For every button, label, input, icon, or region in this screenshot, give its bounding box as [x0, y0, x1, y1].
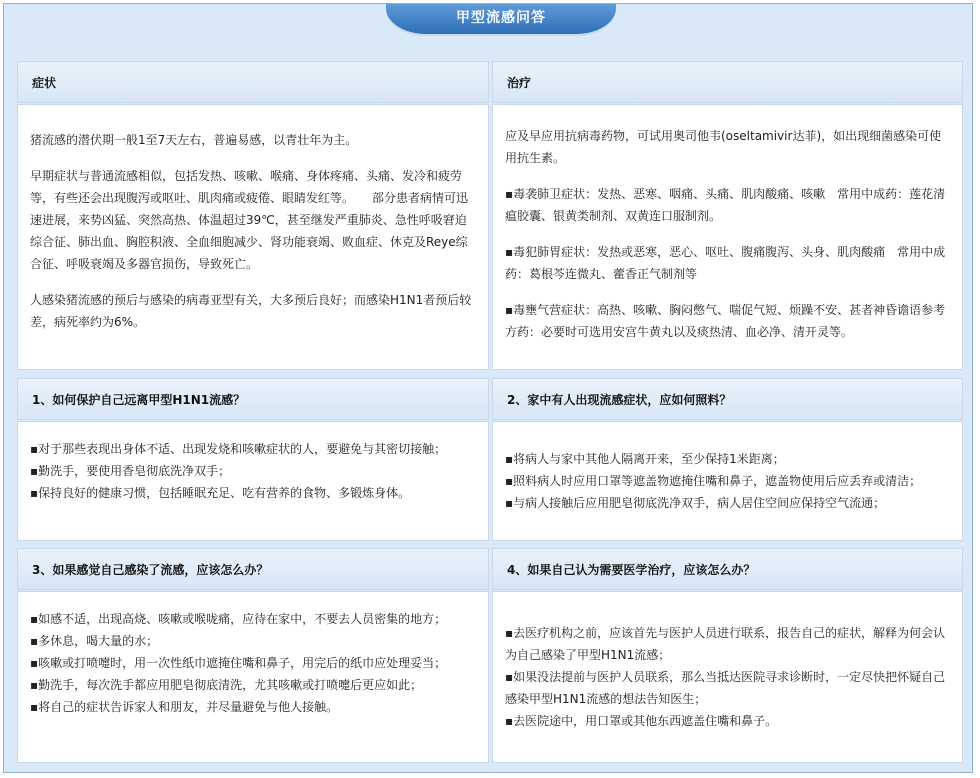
paragraph: ▪咳嗽或打喷嚏时，用一次性纸巾遮掩住嘴和鼻子，用完后的纸巾应处理妥当；: [30, 656, 447, 670]
paragraph: ▪去医院途中，用口罩或其他东西遮盖住嘴和鼻子。: [505, 714, 778, 728]
section-infected: [17, 591, 489, 763]
paragraph: 早期症状与普通流感相似，包括发热、咳嗽、喉痛、身体疼痛、头痛、发冷和疲劳等，有些还会出现腹泻或呕吐、肌肉痛或疲倦、眼睛发红等。 部分患者病情可迅速进展，来势凶猛、突然高热、体温超过39℃，甚至继发严重肺炎、急性呼吸窘迫综合征、肺出血、胸腔积液、全血细胞减少、肾功能衰竭、败血症、休克及Reye综合征、呼吸衰竭及多器官损伤，导致死亡。: [30, 169, 469, 271]
paragraph: ▪勤洗手，每次洗手都应用肥皂彻底清洗，尤其咳嗽或打喷嚏后更应如此；: [30, 678, 423, 692]
paragraph: ▪多休息，喝大量的水；: [30, 634, 159, 648]
section-heading-protect: 1、如何保护自己远离甲型H1N1流感？: [17, 378, 489, 420]
paragraph: 人感染猪流感的预后与感染的病毒亚型有关，大多预后良好；而感染H1N1者预后较差，病死率约为6%。: [30, 293, 472, 329]
section-protect: [17, 421, 489, 541]
paragraph: ▪照料病人时应用口罩等遮盖物遮掩住嘴和鼻子，遮盖物使用后应丢弃或清洁；: [505, 474, 922, 488]
paragraph: ▪如果没法提前与医护人员联系，那么当抵达医院寻求诊断时，一定尽快把怀疑自己感染甲型H1N1流感的想法告知医生；: [505, 670, 946, 706]
section-symptoms: [17, 104, 489, 370]
care-text: [505, 448, 953, 514]
paragraph: ▪与病人接触后应用肥皂彻底洗净双手，病人居住空间应保持空气流通；: [505, 496, 886, 510]
page-title: 甲型流感问答: [456, 10, 546, 26]
section-heading-infected: 3、如果感觉自己感染了流感，应该怎么办？: [17, 548, 489, 590]
paragraph: ▪毒袭肺卫症状：发热、恶寒、咽痛、头痛、肌肉酸痛、咳嗽 常用中成药：莲花清瘟胶囊、银黄类制剂、双黄连口服制剂。: [505, 187, 946, 223]
section-treatment: [492, 104, 963, 370]
protect-text: [30, 438, 478, 504]
paragraph: ▪勤洗手，要使用香皂彻底洗净双手；: [30, 464, 231, 478]
paragraph: 猪流感的潜伏期一般1至7天左右，普遍易感，以青壮年为主。: [30, 133, 358, 147]
paragraph: ▪保持良好的健康习惯，包括睡眠充足、吃有营养的食物、多锻炼身体。: [30, 486, 411, 500]
paragraph: ▪如感不适，出现高烧、咳嗽或喉咙痛，应待在家中，不要去人员密集的地方；: [30, 612, 447, 626]
symptoms-text: [30, 129, 478, 333]
infected-text: [30, 608, 478, 718]
medical-text: [505, 622, 953, 732]
section-medical: [492, 591, 963, 763]
paragraph: ▪毒壅气营症状：高热、咳嗽、胸闷憋气、喘促气短、烦躁不安、甚者神昏谵语参考方药：必要时可选用安宫牛黄丸以及痰热清、血必净、清开灵等。: [505, 303, 946, 339]
section-heading-treatment: 治疗: [492, 61, 963, 103]
paragraph: 应及早应用抗病毒药物，可试用奥司他韦(oseltamivir达菲)，如出现细菌感染可使用抗生素。: [505, 129, 942, 165]
section-heading-care: 2、家中有人出现流感症状，应如何照料？: [492, 378, 963, 420]
paragraph: ▪对于那些表现出身体不适、出现发烧和咳嗽症状的人，要避免与其密切接触；: [30, 442, 447, 456]
section-heading-medical: 4、如果自己认为需要医学治疗，应该怎么办？: [492, 548, 963, 590]
section-care: [492, 421, 963, 541]
paragraph: ▪将自己的症状告诉家人和朋友，并尽量避免与他人接触。: [30, 700, 339, 714]
section-heading-symptoms: 症状: [17, 61, 489, 103]
title-tab: [386, 4, 616, 34]
paragraph: ▪去医疗机构之前，应该首先与医护人员进行联系，报告自己的症状，解释为何会认为自己感染了甲型H1N1流感；: [505, 626, 946, 662]
paragraph: ▪毒犯肺胃症状：发热或恶寒，恶心、呕吐、腹痛腹泻、头身、肌肉酸痛 常用中成药：葛根芩连微丸、藿香正气制剂等: [505, 245, 946, 281]
paragraph: ▪将病人与家中其他人隔离开来，至少保持1米距离；: [505, 452, 785, 466]
treatment-text: [505, 125, 953, 343]
